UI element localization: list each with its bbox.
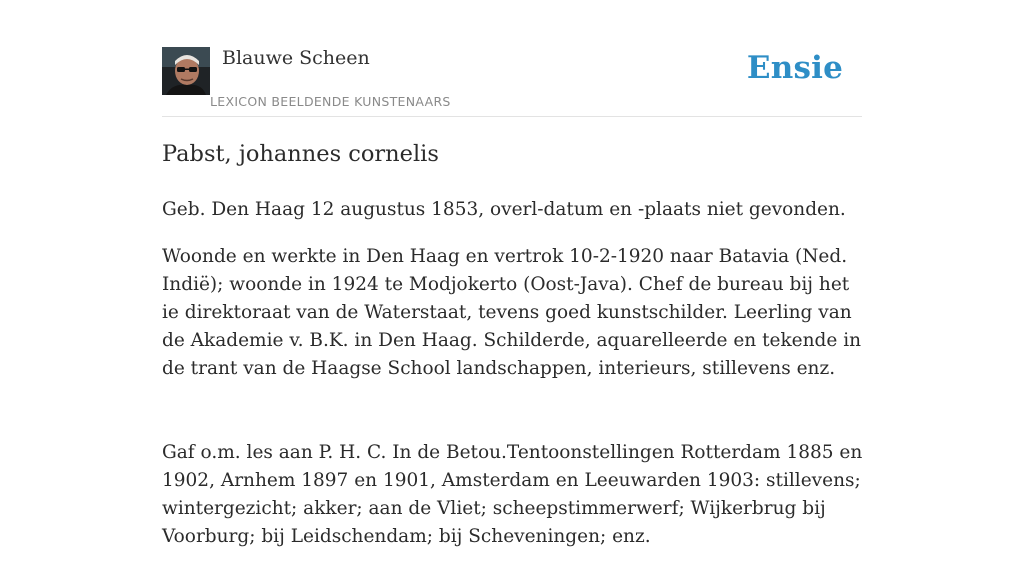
ensie-logo[interactable]: Ensie [746,50,843,86]
article-paragraph-biography: Woonde en werkte in Den Haag en vertrok 10-2-1920 naar Batavia (Ned. Indië); woonde in 1924 te Modjokerto (Oost-Java). Chef de bureau bij het ie direktoraat van de Waterstaat, tevens goed kunstschilder. Leerling van de Akademie v. B.K. in Den Haag. Schilderde, aquarelleerde en tekende in de trant van de Haagse School landschappen, interieurs, stillevens enz. [162,246,862,379]
article-title: Pabst, johannes cornelis [162,141,439,167]
collection-link[interactable]: LEXICON BEELDENDE KUNSTENAARS [210,94,451,109]
avatar-photo-icon [162,47,210,95]
article-paragraph-exhibitions: Gaf o.m. les aan P. H. C. In de Betou.Tentoonstellingen Rotterdam 1885 en 1902, Arnhem 1897 en 1901, Amsterdam en Leeuwarden 1903: stillevens; wintergezicht; akker; aan de Vliet; scheepstimmerwerf; Wijkerbrug bij Voorburg; bij Leidschendam; bij Scheveningen; enz. [162,442,863,547]
article [162,136,867,570]
paragraph-spacer [162,402,867,439]
site-header [162,44,862,117]
author-avatar[interactable] [162,47,210,95]
author-name[interactable]: Blauwe Scheen [222,47,370,69]
article-paragraph-birth: Geb. Den Haag 12 augustus 1853, overl-datum en -plaats niet gevonden. [162,199,846,220]
